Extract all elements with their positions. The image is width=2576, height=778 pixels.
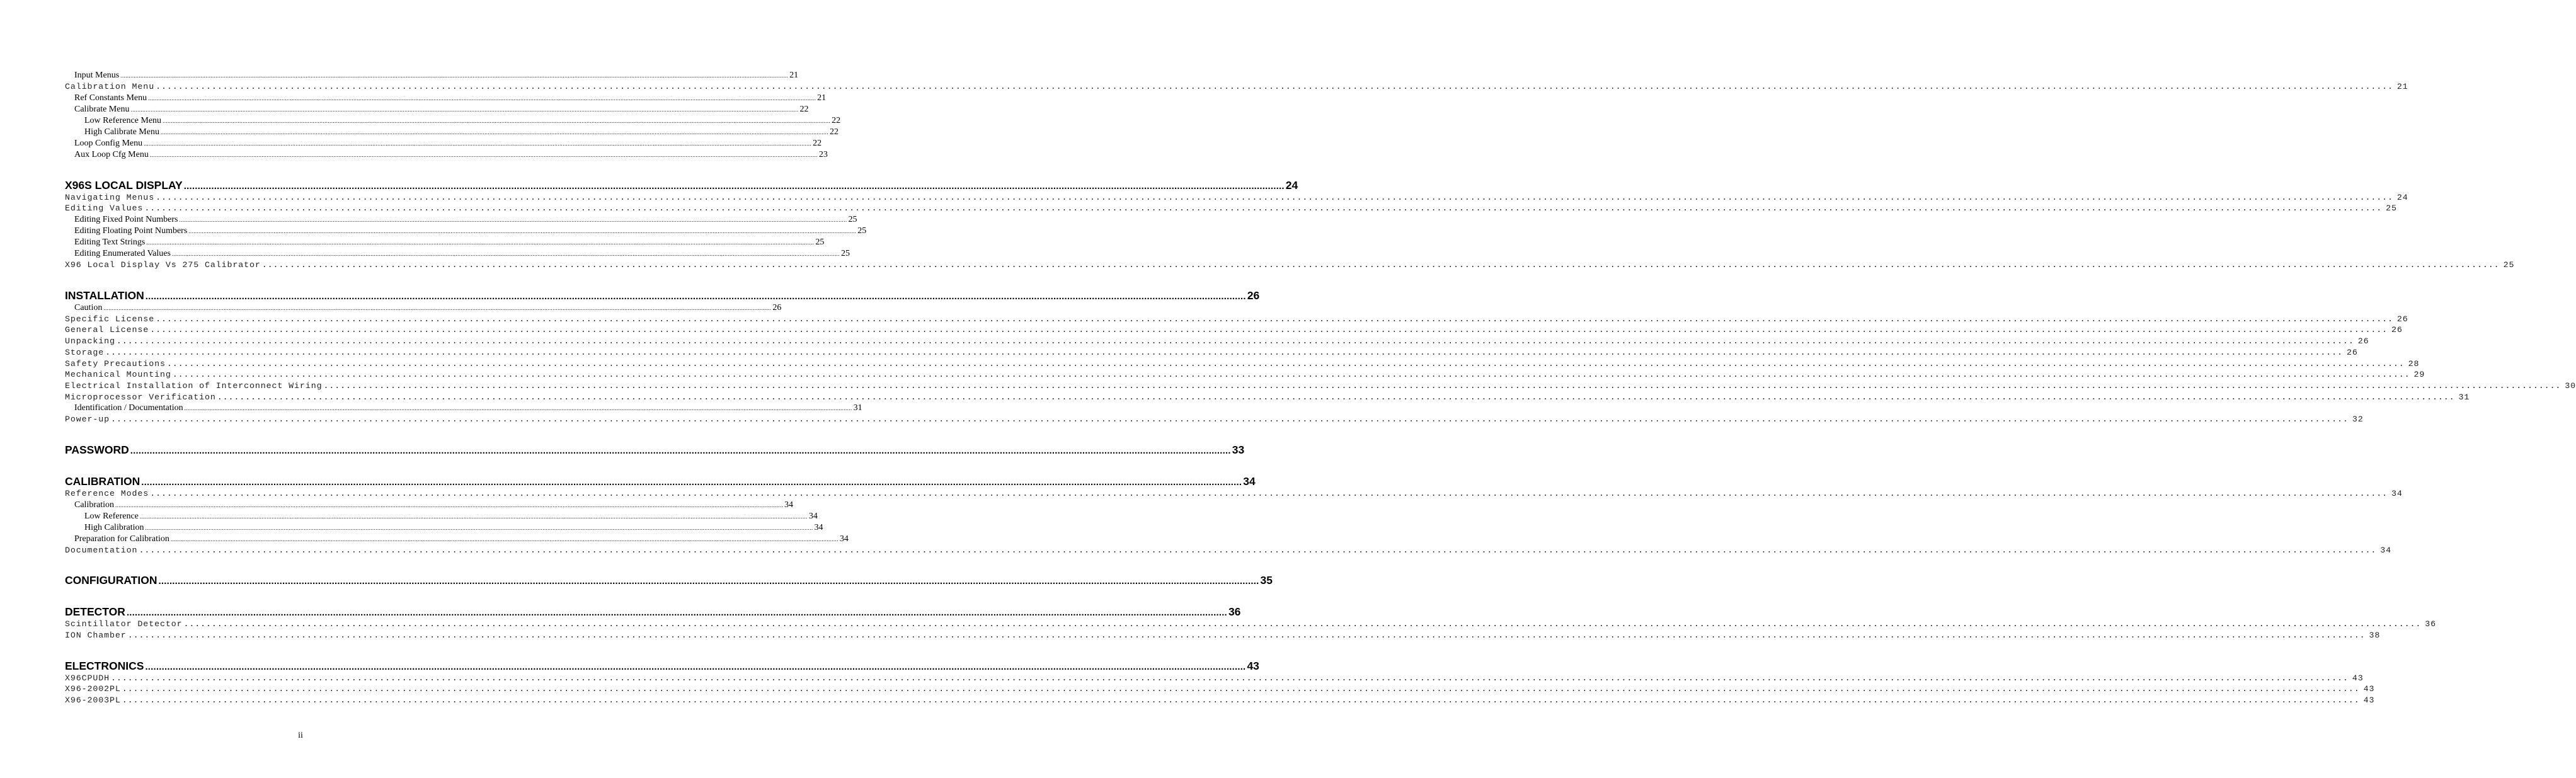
toc-dot-leader: ................................................................................................................................................................................................................................................................................................................................................................................................................ [188,228,857,235]
toc-entry-title: Caution [74,302,103,312]
toc-dot-leader: ................................................................................................................................................................................................................................................................................................................................................................................................................ [261,260,2500,270]
toc-entry[interactable] [65,545,2391,556]
toc-dot-leader: ................................................................................................................................................................................................................................................................................................................................................................................................................ [122,684,2360,694]
toc-entry-title: Aux Loop Cfg Menu [74,149,149,159]
toc-entry[interactable] [65,214,857,226]
toc-entry-page: 25 [840,249,850,259]
toc-entry[interactable] [65,619,2437,630]
toc-dot-leader: ................................................................................................................................................................................................................................................................................................................................................................................................................ [103,304,772,311]
toc-entry-page: 43 [2363,695,2375,706]
toc-entry[interactable] [65,534,849,545]
toc-entry-page: 34 [784,500,793,510]
toc-entry-page: 26 [2396,314,2408,324]
toc-dot-leader: ................................................................................................................................................................................................................................................................................................................................................................................................................ [148,94,816,101]
toc-entry[interactable] [65,248,850,260]
toc-entry-page: 22 [813,138,822,148]
toc-entry-page: 26 [2346,347,2358,357]
toc-entry[interactable] [65,403,862,414]
toc-entry-page: 24 [1285,178,1298,192]
toc-entry-title: Calibrate Menu [74,104,130,114]
toc-dot-leader: ................................................................................................................................................................................................................................................................................................................................................................................................................ [160,129,828,135]
toc-entry-title: Electrical Installation of Interconnect Wiring [65,380,323,391]
toc-dot-leader: ................................................................................................................................................................................................................................................................................................................................................................................................................ [145,524,813,531]
toc-entry[interactable] [65,573,1273,587]
toc-entry[interactable] [65,314,2408,325]
toc-entry[interactable] [65,358,2420,370]
toc-entry-title: Documentation [65,545,138,555]
toc-dot-leader: ................................................................................................................................................................................................................................................................................................................................................................................................................ [156,192,2393,202]
toc-dot-leader: ................................................................................................................................................................................................................................................................................................................................................................................................................ [130,106,799,113]
toc-entry-page: 34 [808,511,818,521]
toc-dot-leader: ................................................................................................................................................................................................................................................................................................................................................................................................................ [126,607,1227,619]
toc-entry-title: Navigating Menus [65,192,155,202]
toc-entry-page: 31 [853,403,862,413]
toc-entry-title: High Calibrate Menu [84,127,159,137]
toc-dot-leader: ................................................................................................................................................................................................................................................................................................................................................................................................................ [150,488,2388,498]
toc-entry-title: Scintillator Detector [65,619,183,629]
toc-entry-title: Identification / Documentation [74,403,183,413]
toc-entry-page: 25 [815,237,825,248]
toc-entry[interactable] [65,605,1241,619]
toc-entry-title: CONFIGURATION [65,574,157,587]
toc-entry-page: 21 [817,93,827,103]
toc-entry[interactable] [65,347,2358,358]
toc-entry-page: 25 [2386,203,2397,214]
toc-entry-page: 21 [2396,82,2408,91]
toc-entry-title: Mechanical Mounting [65,370,171,380]
toc-entry-title: Power-up [65,415,110,425]
toc-dot-leader: ................................................................................................................................................................................................................................................................................................................................................................................................................ [146,239,815,246]
toc-entry[interactable] [65,392,2470,403]
toc-dot-leader: ................................................................................................................................................................................................................................................................................................................................................................................................................ [127,631,2366,640]
toc-entry-page: 29 [2413,370,2425,380]
toc-entry[interactable] [65,178,1298,192]
toc-entry-page: 38 [2369,631,2381,640]
toc-entry[interactable] [65,414,2364,425]
toc-entry[interactable] [65,81,2408,93]
toc-entry-page: 22 [799,104,809,114]
toc-entry-page: 24 [2396,192,2408,202]
toc-entry[interactable] [65,369,2425,380]
toc-entry-title: Unpacking [65,336,115,346]
toc-entry-page: 25 [2503,260,2515,270]
toc-entry-page: 26 [2357,336,2369,346]
toc-dot-leader: ................................................................................................................................................................................................................................................................................................................................................................................................................ [158,576,1259,587]
toc-entry-title: X96S LOCAL DISPLAY [65,178,183,192]
toc-dot-leader: ................................................................................................................................................................................................................................................................................................................................................................................................................ [163,117,831,124]
toc-entry[interactable] [65,380,2576,392]
toc-dot-leader: ................................................................................................................................................................................................................................................................................................................................................................................................................ [120,72,789,79]
toc-dot-leader: ................................................................................................................................................................................................................................................................................................................................................................................................................ [144,140,812,147]
table-of-contents [65,70,2576,706]
toc-dot-leader: ................................................................................................................................................................................................................................................................................................................................................................................................................ [150,325,2388,335]
toc-entry[interactable] [65,260,2515,271]
toc-entry[interactable] [65,104,809,115]
toc-entry-title: X96CPUDH [65,673,110,683]
toc-entry-page: 43 [2363,684,2375,694]
toc-entry-title: Editing Fixed Point Numbers [74,215,178,225]
toc-entry-title: Loop Config Menu [74,138,143,148]
toc-dot-leader: ................................................................................................................................................................................................................................................................................................................................................................................................................ [217,392,2455,402]
toc-entry-page: 26 [2391,325,2403,335]
toc-entry-page: 35 [1260,574,1273,587]
toc-entry-title: PASSWORD [65,443,129,456]
toc-entry[interactable] [65,500,793,511]
toc-dot-leader: ................................................................................................................................................................................................................................................................................................................................................................................................................ [144,203,2383,214]
toc-entry-title: Storage [65,347,105,357]
toc-entry[interactable] [65,488,2403,500]
toc-entry[interactable] [65,115,841,127]
toc-entry[interactable] [65,630,2381,641]
toc-dot-leader: ................................................................................................................................................................................................................................................................................................................................................................................................................ [183,180,1285,192]
toc-entry-title: Safety Precautions [65,358,166,369]
toc-entry-page: 22 [829,127,839,137]
toc-entry-page: 31 [2458,392,2470,402]
toc-entry-title: X96 Local Display Vs 275 Calibrator [65,260,261,270]
toc-entry-title: ELECTRONICS [65,659,144,672]
toc-entry-page: 21 [789,71,799,80]
toc-entry[interactable] [65,237,825,248]
toc-entry-page: 30 [2565,380,2576,391]
toc-entry-title: Editing Enumerated Values [74,249,171,259]
toc-entry-page: 43 [2352,673,2364,683]
toc-dot-leader: ................................................................................................................................................................................................................................................................................................................................................................................................................ [139,513,808,520]
toc-dot-leader: ................................................................................................................................................................................................................................................................................................................................................................................................................ [172,370,2410,380]
toc-entry[interactable] [65,522,823,534]
toc-entry-page: 36 [2425,619,2437,629]
toc-entry-page: 34 [839,534,849,544]
toc-entry-page: 26 [1247,289,1260,302]
toc-entry[interactable] [65,695,2375,706]
toc-dot-leader: ................................................................................................................................................................................................................................................................................................................................................................................................................ [184,405,852,412]
toc-dot-leader: ................................................................................................................................................................................................................................................................................................................................................................................................................ [156,314,2393,324]
toc-entry-title: Low Reference Menu [84,115,162,125]
toc-entry-title: Input Menus [74,71,120,80]
toc-entry-title: DETECTOR [65,605,125,619]
toc-entry-title: Microprocessor Verification [65,392,216,402]
toc-dot-leader: ................................................................................................................................................................................................................................................................................................................................................................................................................ [149,151,818,158]
toc-entry[interactable] [65,324,2403,336]
toc-entry-title: Reference Modes [65,488,149,498]
toc-entry-page: 43 [1247,659,1259,672]
toc-entry-page: 33 [1232,443,1245,456]
toc-dot-leader: ................................................................................................................................................................................................................................................................................................................................................................................................................ [166,358,2405,369]
toc-dot-leader: ................................................................................................................................................................................................................................................................................................................................................................................................................ [145,290,1246,302]
toc-entry-page: 34 [2380,545,2391,555]
toc-entry[interactable] [65,684,2375,695]
toc-dot-leader: ................................................................................................................................................................................................................................................................................................................................................................................................................ [156,82,2393,91]
toc-entry-page: 26 [772,302,782,312]
toc-entry[interactable] [65,149,828,161]
toc-entry-title: General License [65,325,149,335]
toc-entry[interactable] [65,203,2397,214]
toc-entry-title: X96-2002PL [65,684,121,694]
toc-dot-leader: ................................................................................................................................................................................................................................................................................................................................................................................................................ [130,445,1231,456]
page-number-footer: ii [298,731,303,740]
toc-entry[interactable] [65,93,827,104]
toc-entry-title: Editing Values [65,203,144,214]
toc-entry-page: 36 [1228,605,1241,619]
toc-entry[interactable] [65,336,2369,347]
toc-entry-page: 23 [818,149,828,159]
toc-entry-title: Calibration Menu [65,82,155,91]
toc-dot-leader: ................................................................................................................................................................................................................................................................................................................................................................................................................ [170,535,839,542]
toc-entry-page: 25 [848,215,857,225]
toc-entry[interactable] [65,474,1256,488]
toc-dot-leader: ................................................................................................................................................................................................................................................................................................................................................................................................................ [139,545,2377,555]
toc-dot-leader: ................................................................................................................................................................................................................................................................................................................................................................................................................ [323,380,2562,391]
toc-entry-page: 25 [857,226,867,236]
toc-dot-leader: ................................................................................................................................................................................................................................................................................................................................................................................................................ [183,619,2422,629]
toc-entry[interactable] [65,289,1260,302]
toc-entry-title: INSTALLATION [65,289,144,302]
toc-entry-title: CALIBRATION [65,474,140,488]
toc-entry-title: Specific License [65,314,155,324]
toc-entry[interactable] [65,673,2364,684]
toc-entry-title: Low Reference [84,511,139,521]
toc-entry-page: 34 [1243,474,1256,488]
toc-dot-leader: ................................................................................................................................................................................................................................................................................................................................................................................................................ [105,347,2343,357]
toc-entry-title: ION Chamber [65,631,127,640]
toc-entry-page: 28 [2408,358,2420,369]
toc-entry-page: 34 [814,522,823,532]
toc-dot-leader: ................................................................................................................................................................................................................................................................................................................................................................................................................ [122,695,2360,706]
toc-entry[interactable] [65,70,799,81]
toc-entry[interactable] [65,443,1245,457]
toc-entry[interactable] [65,138,822,149]
toc-dot-leader: ................................................................................................................................................................................................................................................................................................................................................................................................................ [145,661,1246,672]
toc-entry-page: 34 [2391,488,2403,498]
toc-entry-page: 22 [832,115,841,125]
toc-entry-title: Calibration [74,500,114,510]
toc-entry[interactable] [65,659,1259,673]
toc-dot-leader: ................................................................................................................................................................................................................................................................................................................................................................................................................ [171,251,840,258]
toc-entry-page: 32 [2352,415,2364,425]
toc-entry-title: X96-2003PL [65,695,121,706]
toc-entry[interactable] [65,127,839,138]
toc-dot-leader: ................................................................................................................................................................................................................................................................................................................................................................................................................ [116,336,2354,346]
toc-entry-title: Editing Floating Point Numbers [74,226,188,236]
toc-entry-title: Preparation for Calibration [74,534,169,544]
toc-entry[interactable] [65,226,867,237]
toc-dot-leader: ................................................................................................................................................................................................................................................................................................................................................................................................................ [111,673,2349,683]
toc-dot-leader: ................................................................................................................................................................................................................................................................................................................................................................................................................ [141,476,1242,488]
toc-entry[interactable] [65,511,818,522]
toc-entry[interactable] [65,302,782,314]
toc-entry-title: High Calibration [84,522,144,532]
toc-dot-leader: ................................................................................................................................................................................................................................................................................................................................................................................................................ [111,415,2349,425]
toc-entry-title: Editing Text Strings [74,237,146,248]
toc-entry-title: Ref Constants Menu [74,93,147,103]
toc-dot-leader: ................................................................................................................................................................................................................................................................................................................................................................................................................ [115,501,783,508]
toc-entry[interactable] [65,192,2408,203]
toc-dot-leader: ................................................................................................................................................................................................................................................................................................................................................................................................................ [179,217,847,224]
